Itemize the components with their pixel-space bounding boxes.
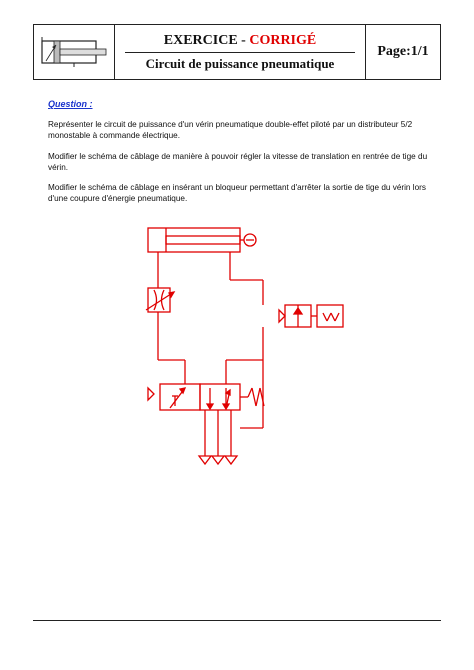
question-paragraph-1: Représenter le circuit de puissance d'un vérin pneumatique double-effet piloté par un distributeur 5/2 monostable à commande électrique. — [48, 120, 413, 140]
header-table — [33, 24, 441, 80]
exercise-title — [164, 32, 316, 50]
question-label: Question : — [48, 99, 93, 109]
pneumatic-circuit-diagram — [130, 218, 370, 478]
title-divider — [125, 52, 355, 53]
page-number: Page:1/1 — [377, 44, 429, 59]
title-prefix: EXERCICE - — [163, 32, 250, 48]
cylinder-symbol — [148, 228, 256, 262]
pilot-check-valve-symbol — [279, 305, 343, 327]
title-corrige: CORRIGÉ — [249, 32, 317, 48]
cylinder-logo-icon — [34, 25, 115, 79]
exercise-subtitle: Circuit de puissance pneumatique — [145, 55, 335, 71]
question-paragraph-3: Modifier le schéma de câblage en insérant un bloqueur permettant d'arrêter la sortie de tige du vérin lors d'une coupure d'énergie pneumatique. — [48, 183, 426, 203]
question-paragraph-2: Modifier le schéma de câblage de manière à pouvoir régler la vitesse de translation en rentrée de tige du vérin. — [48, 152, 428, 172]
directional-valve-5-2-symbol — [148, 384, 264, 410]
footer-divider — [33, 620, 441, 621]
exhaust-symbols — [199, 456, 237, 464]
flow-control-valve-symbol — [146, 288, 174, 312]
header-title-block — [115, 25, 366, 79]
